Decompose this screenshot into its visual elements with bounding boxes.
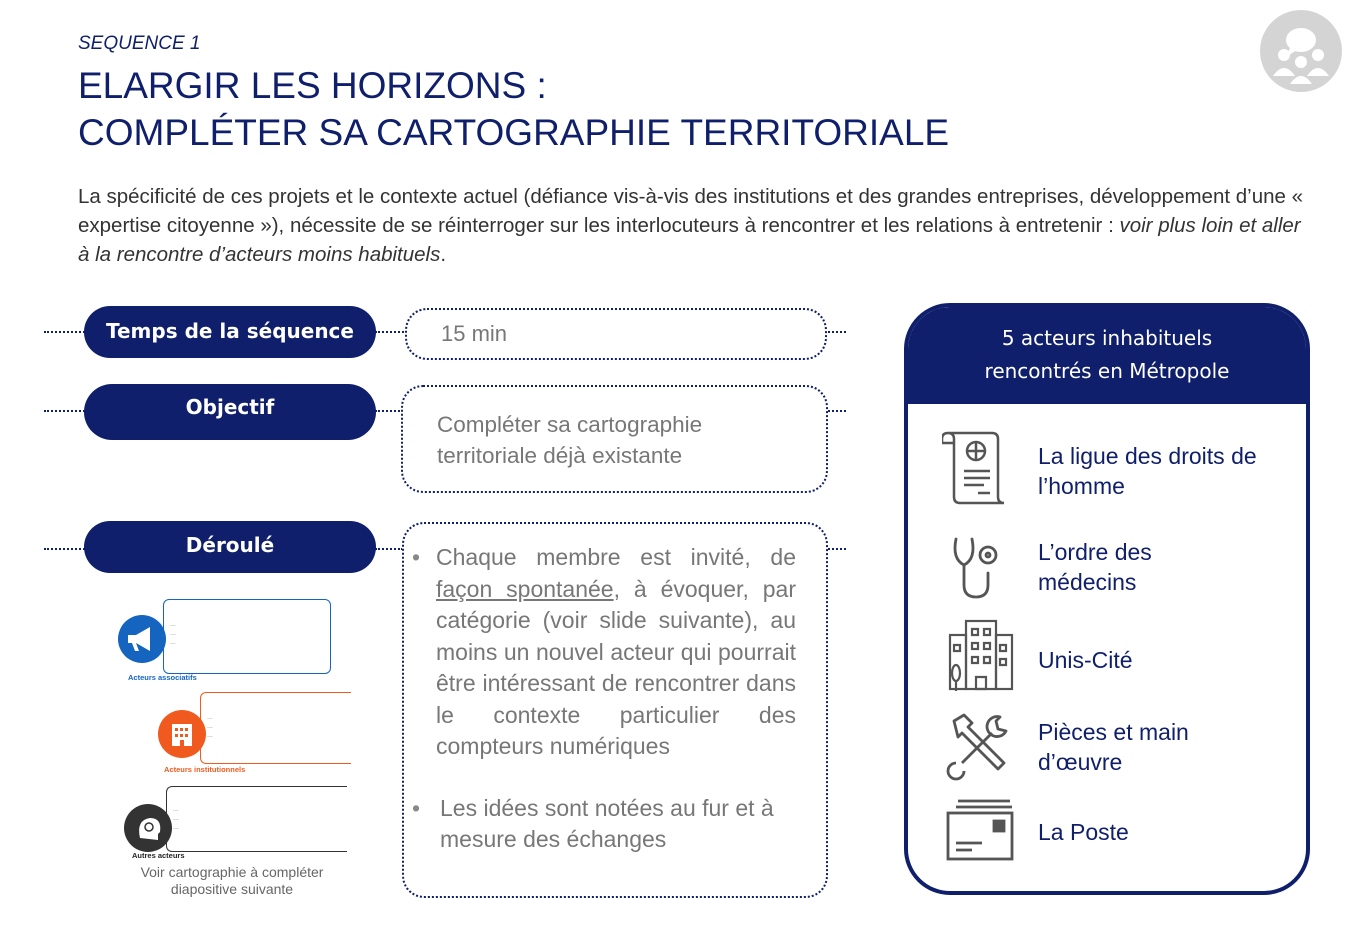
actors-panel — [904, 303, 1310, 895]
lightbulb-head-icon — [124, 804, 172, 852]
thumb-card-associatifs — [163, 599, 331, 674]
underlined-text: façon spontanée — [436, 575, 614, 602]
deroule-value-box — [402, 522, 828, 898]
actor-label: Unis-Cité — [1038, 647, 1133, 673]
panel-header: 5 acteurs inhabituels rencontrés en Métropole — [908, 307, 1306, 404]
temps-value-box — [405, 308, 827, 360]
actor-label: L’ordre des médecins — [1038, 539, 1152, 595]
deroule-bullet-1: • Chaque membre est invité, de façon spontanée, à évoquer, par catégorie (voir slide suivante), au moins un nouvel acteur qui pourrait être intéressant de rencontrer dans le contexte particulier des compteurs numériques — [406, 542, 796, 763]
speech-people-logo-icon — [1260, 10, 1342, 92]
actor-label: Pièces et main d’œuvre — [1038, 719, 1189, 775]
connector-line — [375, 331, 407, 333]
connector-line — [375, 548, 403, 550]
thumb-card-institutionnels — [200, 692, 351, 764]
thumb-label-associatifs: Acteurs associatifs — [128, 673, 197, 682]
connector-line — [44, 331, 88, 333]
connector-line — [44, 410, 88, 412]
thumb-dots: ... ... ... — [207, 714, 213, 739]
page-title — [78, 62, 949, 156]
connector-line — [375, 410, 403, 412]
stethoscope-icon — [942, 525, 1020, 607]
actor-label: La ligue des droits de l’homme — [1038, 443, 1257, 499]
tools-icon — [942, 707, 1020, 789]
intro-paragraph: La spécificité de ces projets et le contexte actuel (défiance vis-à-vis des institutions et des grandes entreprises, développement d’une « expertise citoyenne »), nécessite de se réinterroger sur les interlocuteurs à rencontrer et les relations à entretenir : voir plus loin et aller à la rencontre d’acteurs moins habituels. — [78, 185, 1303, 266]
actor-label: La Poste — [1038, 819, 1129, 845]
objectif-value-box — [401, 385, 828, 493]
thumb-label-autres: Autres acteurs — [132, 851, 185, 860]
building-icon — [158, 710, 206, 758]
title-line-2: COMPLÉTER SA CARTOGRAPHIE TERRITORIALE — [78, 112, 950, 153]
temps-label: Temps de la séquence — [84, 306, 376, 358]
thumbnail-caption: Voir cartographie à compléter diapositive suivante — [140, 864, 324, 897]
envelope-icon — [942, 795, 1020, 877]
objectif-value: Compléter sa cartographie territoriale déjà existante — [437, 412, 703, 468]
sequence-kicker: SEQUENCE 1 — [78, 33, 201, 54]
deroule-label: Déroulé — [84, 521, 376, 573]
title-line-1: ELARGIR LES HORIZONS : — [78, 65, 547, 106]
thumb-dots: ... ... ... — [170, 621, 176, 646]
deroule-bullet-2: • Les idées sont notées au fur et à mesure des échanges — [406, 793, 796, 856]
buildings-icon — [942, 615, 1020, 697]
document-globe-icon — [942, 427, 1020, 509]
thumb-dots: ... ... ... — [173, 806, 179, 831]
objectif-label: Objectif — [84, 384, 376, 440]
connector-line — [824, 331, 846, 333]
thumb-label-institutionnels: Acteurs institutionnels — [164, 765, 246, 774]
thumb-card-autres — [166, 786, 347, 852]
temps-value: 15 min — [441, 321, 508, 346]
intro-emphasis: voir plus loin et aller à la rencontre d’acteurs moins habituels — [78, 214, 1301, 266]
megaphone-icon — [118, 615, 166, 663]
connector-line — [44, 548, 88, 550]
